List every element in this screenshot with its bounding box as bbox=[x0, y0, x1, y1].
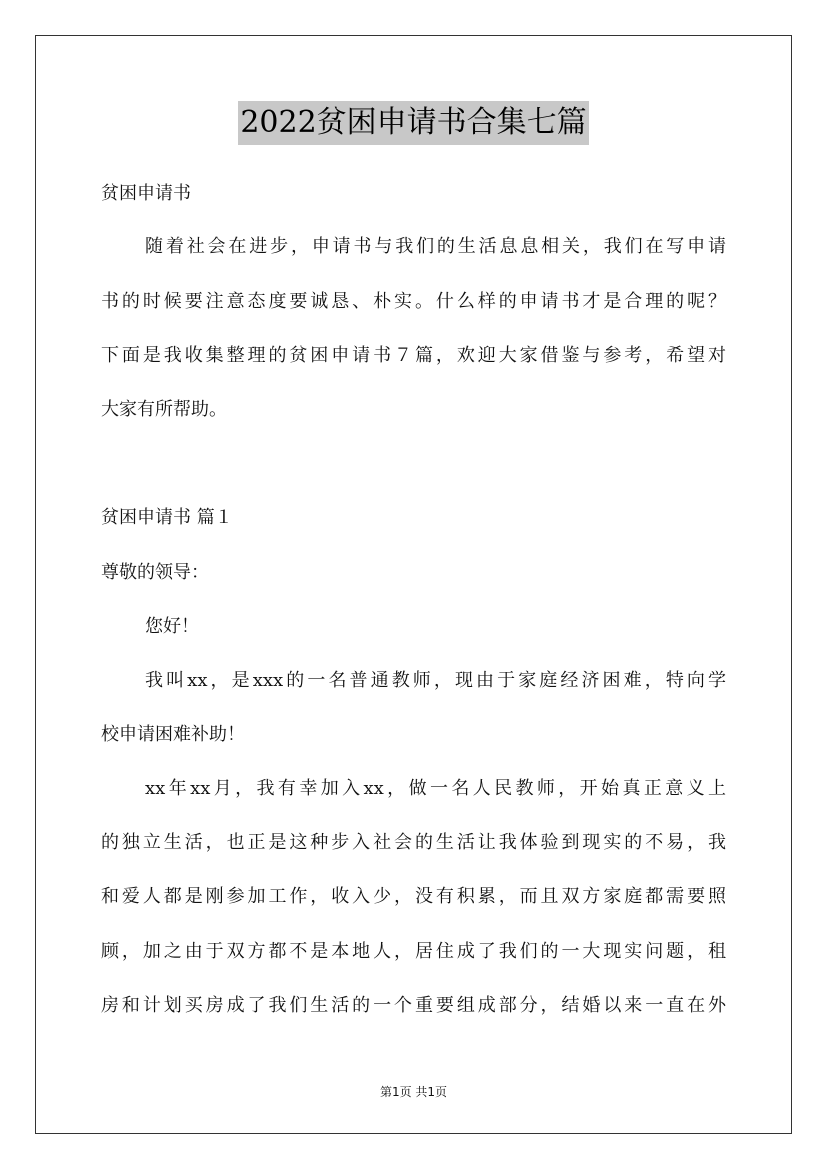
page-footer: 第1页 共1页 bbox=[379, 1085, 448, 1099]
paragraph-line: 随着社会在进步，申请书与我们的生活息息相关，我们在写申请 bbox=[145, 236, 726, 257]
paragraph-line: 书的时候要注意态度要诚恳、朴实。什么样的申请书才是合理的呢？ bbox=[101, 291, 726, 312]
paragraph-line: 房和计划买房成了我们生活的一个重要组成部分，结婚以来一直在外 bbox=[101, 995, 726, 1016]
paragraph-line: 下面是我收集整理的贫困申请书７篇，欢迎大家借鉴与参考，希望对 bbox=[101, 345, 726, 366]
salutation: 尊敬的领导： bbox=[101, 562, 209, 583]
paragraph-line: 校申请困难补助！ bbox=[101, 724, 245, 745]
paragraph-line: 大家有所帮助。 bbox=[101, 399, 227, 420]
paragraph-line: 和爱人都是刚参加工作，收入少，没有积累，而且双方家庭都需要照 bbox=[101, 886, 726, 907]
section-heading: 贫困申请书 篇１ bbox=[101, 507, 233, 528]
greeting: 您好！ bbox=[145, 616, 199, 637]
paragraph-line: 的独立生活，也正是这种步入社会的生活让我体验到现实的不易，我 bbox=[101, 832, 726, 853]
paragraph-line: xx年xx月，我有幸加入xx，做一名人民教师，开始真正意义上 bbox=[145, 778, 726, 799]
document-title: 2022贫困申请书合集七篇 bbox=[238, 101, 588, 145]
paragraph-line: 顾，加之由于双方都不是本地人，居住成了我们的一大现实问题，租 bbox=[101, 941, 726, 962]
section-heading: 贫困申请书 bbox=[101, 183, 191, 204]
title-container bbox=[0, 101, 827, 145]
paragraph-line: 我叫xx，是xxx的一名普通教师，现由于家庭经济困难，特向学 bbox=[145, 670, 726, 691]
